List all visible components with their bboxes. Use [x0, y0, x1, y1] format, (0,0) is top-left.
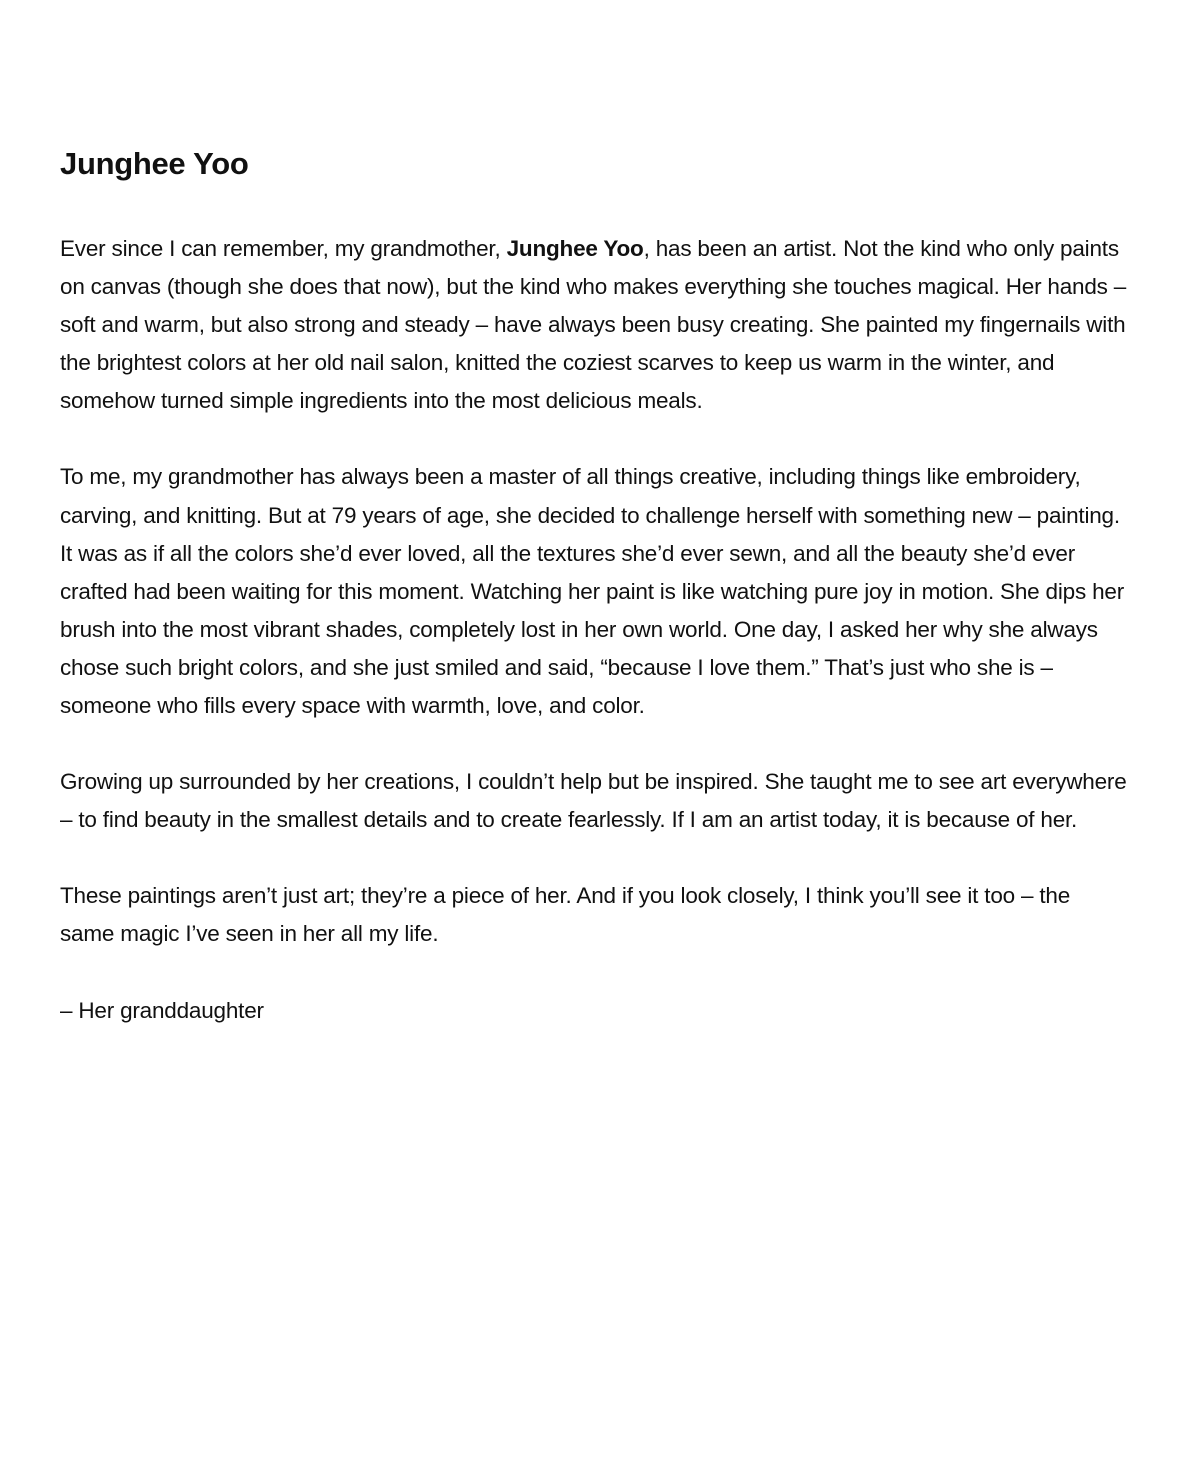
bold-name: Junghee Yoo — [506, 236, 644, 261]
paragraph-intro — [60, 230, 1130, 420]
paragraph-inspiration: Growing up surrounded by her creations, I couldn’t help but be inspired. She taught me to see art everywhere – to find beauty in the smallest details and to create fearlessly. If I am an artist today, it is because of her. — [60, 769, 1127, 833]
signature: – Her granddaughter — [60, 997, 264, 1023]
paragraph-intro-rest: , has been an artist. Not the kind who only paints on canvas (though she does that now), but the kind who makes everything she touches magical. Her hands – soft and warm, but also strong and steady – have always been busy creating. She painted my fingernails with the brightest colors at her old nail salon, knitted the coziest scarves to keep us warm in the winter, and somehow turned simple ingredients into the most delicious meals. — [60, 236, 1127, 414]
paragraph-painting: To me, my grandmother has always been a master of all things creative, including things like embroidery, carving, and knitting. But at 79 years of age, she decided to challenge herself with something new – painting. It was as if all the colors she’d ever loved, all the textures she’d ever sewn, and all the beauty she’d ever crafted had been waiting for this moment. Watching her paint is like watching pure joy in motion. She dips her brush into the most vibrant shades, completely lost in her own world. One day, I asked her why she always chose such bright colors, and she just smiled and said, “because I love them.” That’s just who she is – someone who fills every space with warmth, love, and color. — [60, 464, 1124, 719]
paragraph-intro-start: Ever since I can remember, my grandmother, — [60, 236, 507, 261]
document-page — [60, 138, 1130, 1030]
paragraph-closing: These paintings aren’t just art; they’re a piece of her. And if you look closely, I think you’ll see it too – the same magic I’ve seen in her all my life. — [60, 883, 1071, 947]
page-title: Junghee Yoo — [60, 146, 249, 181]
